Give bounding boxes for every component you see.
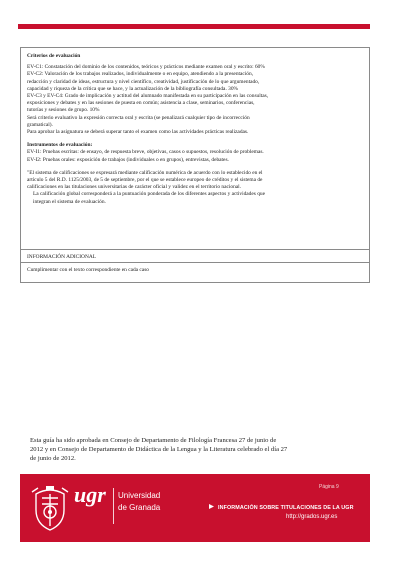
criteria-line: Para aprobar la asignatura se deberá superar tanto el examen como las actividades prácticas realizadas. [27,129,249,136]
criteria-line: EV-C2: Valoración de los trabajos realizados, individualmente o en equipo, atendiendo a la presentación, [27,71,254,78]
university-name-line: de Granada [118,503,161,512]
instrument-line: EV-I1: Pruebas escritas: de ensayo, de respuesta breve, objetivas, casos o supuestos, resolución de problemas. [27,149,264,156]
instrument-line: EV-I2: Pruebas orales: exposición de trabajos (individuales o en grupos), entrevistas, debates. [27,156,229,163]
university-shield-icon [28,484,72,534]
criteria-heading: Criterios de evaluación [27,53,81,59]
approval-note [30,436,360,463]
arrow-icon [208,503,215,510]
additional-info-text: Cumplimentar con el texto correspondiente en cada caso [27,267,149,273]
ugr-logo-text: ugr [74,482,106,507]
criteria-line: redacción y claridad de ideas, estructura y nivel científico, creatividad, justificación de lo que argumentado, [27,78,260,85]
university-name [118,490,160,514]
criteria-line: gramatical). [27,121,53,128]
criteria-line: EV-C1: Constatación del dominio de los contenidos, teóricos y prácticos mediante examen oral y escrito: 60% [27,64,265,71]
university-name-line: Universidad [118,491,161,500]
additional-info-heading: INFORMACIÓN ADICIONAL [27,254,97,260]
evaluation-criteria-section [20,47,370,250]
criteria-line: tutorías y sesiones de grupo. 10% [27,107,100,114]
criteria-line: EV-C3 y EV-C4: Grado de implicación y actitud del alumnado manifestada en su participación en las consultas, [27,93,269,100]
criteria-line: exposiciones y debates y en las sesiones de puesta en común; asistencia a clase, seminarios, conferencias, [27,100,255,107]
degrees-url-link[interactable]: http://grados.ugr.es [286,514,338,520]
grading-system-line: La calificación global corresponderá a la puntuación ponderada de los diferentes aspectos y actividades que [33,191,265,198]
page-number: Página 9 [319,484,339,490]
degrees-info-title: INFORMACIÓN SOBRE TITULACIONES DE LA UGR [218,505,354,511]
grading-system-line: integran el sistema de evaluación. [33,198,106,205]
logo-divider [113,488,114,524]
top-accent-bar [18,24,370,29]
grading-system-line: calificaciones en las titulaciones universitarias de carácter oficial y validez en el territorio nacional. [27,184,242,191]
additional-info-cell [20,263,370,283]
approval-note-line: 2012 y en Consejo de Departamento de Didáctica de la Lengua y la Literatura celebrado el día 27 [30,446,288,453]
approval-note-line: Esta guía ha sido aprobada en Consejo de Departamento de Filología Francesa 27 de junio de [30,437,277,444]
grading-system-line: "El sistema de calificaciones se expresará mediante calificación numérica de acuerdo con lo establecido en el [27,169,263,176]
criteria-line: Será criterio evaluativo la expresión correcta oral y escrita (se penalizará cualquier tipo de incorrección [27,114,250,121]
instruments-heading: Instrumentos de evaluación: [27,142,93,149]
approval-note-line: de junio de 2012. [30,455,76,462]
additional-info-heading-cell [20,250,370,263]
criteria-line: capacidad y riqueza de la crítica que se hace, y la actualización de la bibliografía consultada. 30% [27,85,239,92]
grading-system-line: artículo 5 del R.D. 1125/2003, de 5 de septiembre, por el que se establece europeo de créditos y el sistema de [27,177,263,184]
